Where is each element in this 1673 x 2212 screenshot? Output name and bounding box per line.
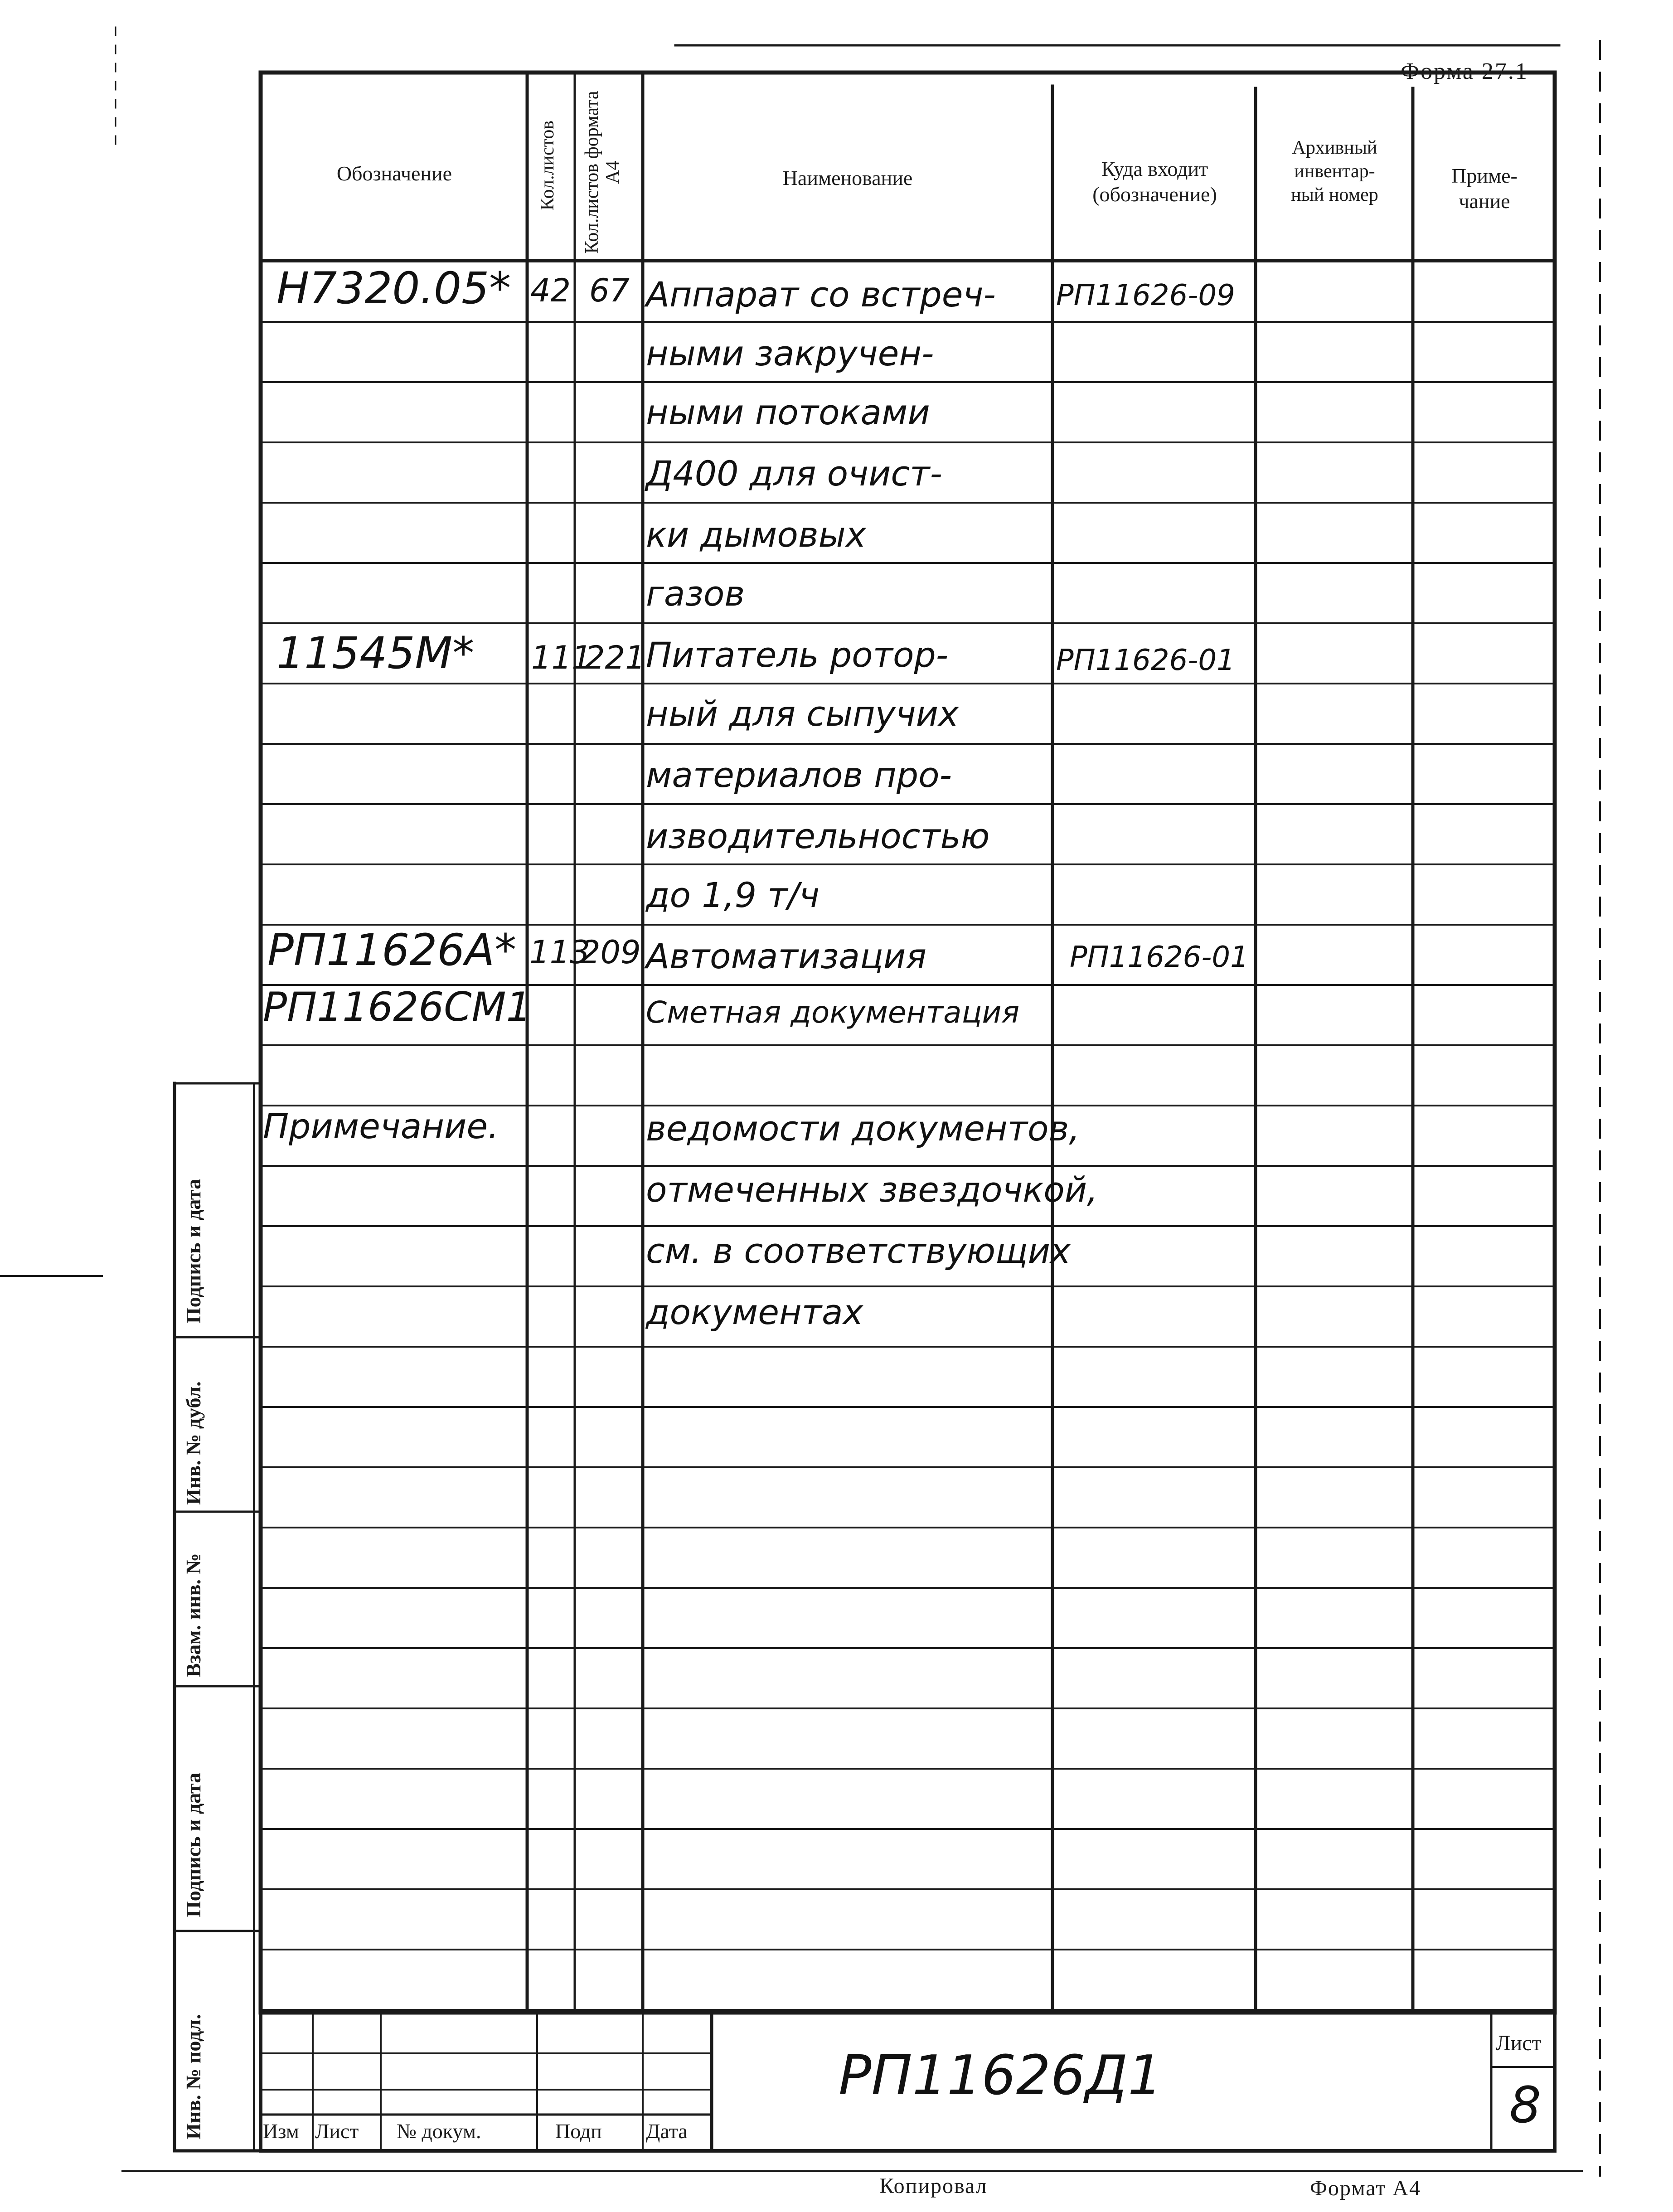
entry-name-line: газов bbox=[646, 573, 745, 614]
stamp-document-code: РП11626Д1 bbox=[839, 2044, 1163, 2107]
header-designation: Обозначение bbox=[336, 162, 452, 185]
header-where-used-line1: Куда входит bbox=[1101, 157, 1208, 180]
header-where-used-line2: (обозначение) bbox=[1092, 183, 1217, 206]
stamp-sheet-label: Лист bbox=[1496, 2031, 1542, 2055]
entry-sheets: 42 bbox=[530, 272, 571, 309]
header-note bbox=[1414, 163, 1555, 214]
header-sheet-count: Кол.листов bbox=[537, 120, 558, 211]
side-label-duplicate-inv: Инв. № дубл. bbox=[182, 1381, 205, 1505]
entry-name-line: Сметная документация bbox=[646, 995, 1020, 1030]
header-name: Наименование bbox=[782, 166, 913, 189]
header-note-line1: Приме- bbox=[1451, 164, 1518, 187]
entry-a4: 209 bbox=[580, 934, 641, 971]
side-label-original-inv: Инв. № подл. bbox=[182, 2014, 205, 2139]
entry-name-line: изводительностью bbox=[646, 816, 990, 856]
note-line: документах bbox=[646, 1292, 863, 1332]
entry-designation: 11545М* bbox=[276, 628, 475, 679]
header-archive bbox=[1256, 136, 1413, 207]
side-label-signature-date: Подпись и дата bbox=[182, 1772, 205, 1917]
entry-where-used: РП11626-09 bbox=[1056, 279, 1235, 312]
note-line: см. в соответствующих bbox=[646, 1231, 1071, 1271]
entry-designation: РП11626СМ1 bbox=[263, 984, 532, 1030]
header-where-used bbox=[1054, 156, 1256, 207]
header-archive-line2: инвентар- bbox=[1294, 161, 1375, 182]
entry-name-line: ный для сыпучих bbox=[646, 694, 959, 734]
stamp-date: Дата bbox=[646, 2120, 688, 2143]
entry-a4: 221 bbox=[585, 639, 645, 676]
entry-name-line: ными закручен- bbox=[646, 333, 934, 374]
entry-name-line: Аппарат со встреч- bbox=[646, 274, 996, 315]
entry-name-line: до 1,9 т/ч bbox=[646, 875, 820, 915]
header-note-line2: чание bbox=[1459, 189, 1510, 213]
note-line: ведомости документов, bbox=[646, 1108, 1080, 1149]
entry-designation: Н7320.05* bbox=[276, 263, 511, 314]
stamp-sheet-number: 8 bbox=[1509, 2076, 1541, 2134]
entry-sheets: 113 bbox=[529, 934, 590, 971]
note-label: Примечание. bbox=[263, 1106, 499, 1146]
entry-name-line: Питатель ротор- bbox=[646, 635, 949, 675]
stamp-signature: Подп bbox=[555, 2120, 602, 2143]
entry-name-line: ки дымовых bbox=[646, 514, 866, 555]
footer-format: Формат А4 bbox=[1310, 2176, 1421, 2200]
header-a4-count: Кол.листов формата А4 bbox=[582, 91, 623, 254]
stamp-doc-no: № докум. bbox=[397, 2120, 481, 2143]
entry-where-used: РП11626-01 bbox=[1070, 941, 1249, 974]
entry-where-used: РП11626-01 bbox=[1056, 644, 1235, 677]
entry-name-line: Д400 для очист- bbox=[646, 453, 942, 494]
entry-a4: 67 bbox=[589, 272, 630, 309]
side-label-replacement-inv: Взам. инв. № bbox=[182, 1553, 205, 1677]
side-label-signature-date: Подпись и дата bbox=[182, 1179, 205, 1324]
header-archive-line1: Архивный bbox=[1292, 137, 1377, 158]
entry-sheets: 111 bbox=[531, 639, 592, 676]
footer-copied: Копировал bbox=[879, 2174, 988, 2198]
stamp-list: Лист bbox=[315, 2120, 359, 2143]
entry-name-line: Автоматизация bbox=[646, 936, 926, 976]
note-line: отмеченных звездочкой, bbox=[646, 1169, 1098, 1210]
header-archive-line3: ный номер bbox=[1291, 184, 1378, 205]
form-label: Форма 27.1 bbox=[1401, 58, 1528, 84]
stamp-izm: Изм bbox=[263, 2120, 299, 2143]
entry-name-line: ными потоками bbox=[646, 392, 930, 432]
entry-name-line: материалов про- bbox=[646, 755, 952, 795]
entry-designation: РП11626А* bbox=[267, 925, 517, 975]
